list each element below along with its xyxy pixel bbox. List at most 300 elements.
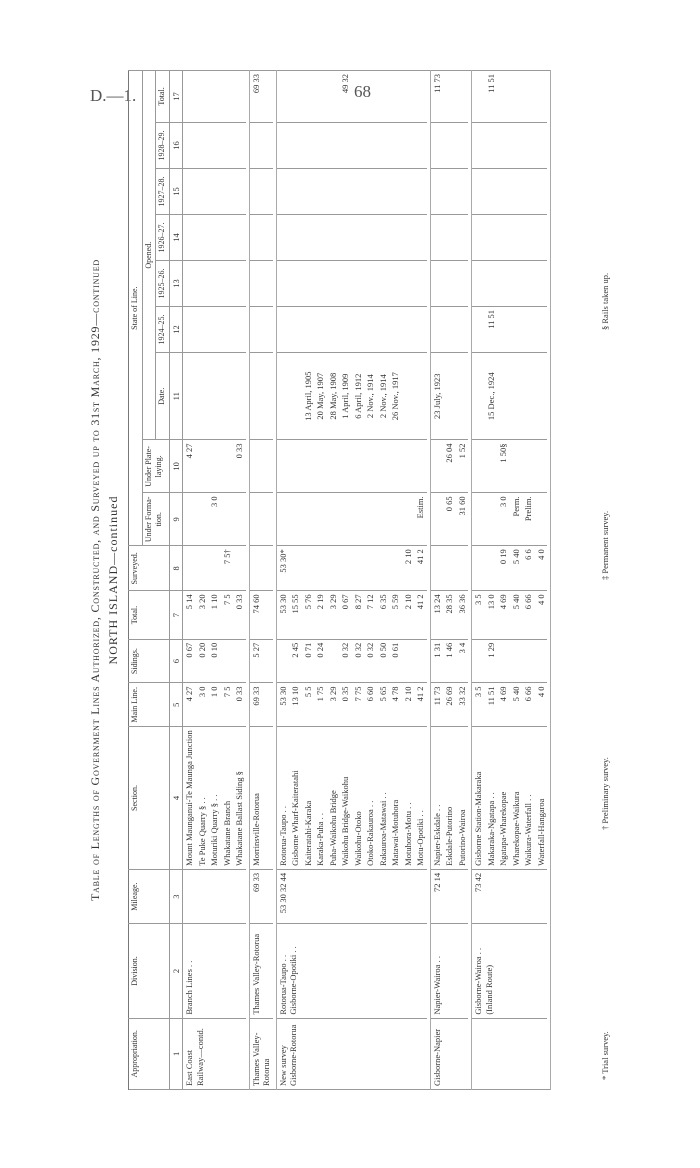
- plate-cell: 0 33: [233, 440, 246, 493]
- tot-cell: [196, 71, 209, 123]
- y28-cell: [472, 122, 485, 168]
- division-cell: Napier-Wairoa . .: [430, 924, 468, 1018]
- section-cell: Rakauroa-Matawai . .: [377, 727, 390, 870]
- tot-cell: [522, 71, 535, 123]
- y27-cell: [430, 168, 443, 214]
- sidings-cell: 0 71: [302, 639, 315, 683]
- y24-cell: [352, 306, 365, 352]
- total-cell: 1 10: [208, 591, 221, 639]
- form-cell: [221, 493, 234, 546]
- y28-cell: [414, 122, 427, 168]
- y25-cell: [497, 260, 510, 306]
- surveyed-cell: [472, 546, 485, 591]
- form-cell: [389, 493, 402, 546]
- main-cell: 4 69: [497, 683, 510, 727]
- main-cell: 11 73: [430, 683, 443, 727]
- form-cell: [233, 493, 246, 546]
- y28-cell: [314, 122, 327, 168]
- surveyed-cell: [377, 546, 390, 591]
- tot-cell: [456, 71, 469, 123]
- y25-cell: [535, 260, 548, 306]
- total-cell: 8 27: [352, 591, 365, 639]
- section-cell: Wharekopae-Waikura: [510, 727, 523, 870]
- form-cell: [402, 493, 415, 546]
- date-cell: 20 May, 1907: [314, 353, 327, 440]
- sidings-cell: [233, 639, 246, 683]
- date-cell: [456, 353, 469, 440]
- col-1926: 1926–27.: [156, 214, 170, 260]
- total-cell: 6 35: [377, 591, 390, 639]
- y25-cell: [249, 260, 273, 306]
- tot-cell: [314, 71, 327, 123]
- y26-cell: [289, 214, 302, 260]
- tot-cell: 11 73: [430, 71, 443, 123]
- tot-cell: [443, 71, 456, 123]
- y28-cell: [535, 122, 548, 168]
- lines-table: [128, 70, 551, 1090]
- plate-cell: [430, 440, 443, 493]
- date-cell: [510, 353, 523, 440]
- table-body: [183, 71, 551, 1090]
- form-cell: 3 0: [208, 493, 221, 546]
- tot-cell: [389, 71, 402, 123]
- mileage-cell: 72 14: [430, 869, 468, 924]
- column-number: 16: [169, 122, 183, 168]
- sidings-cell: [221, 639, 234, 683]
- sidings-cell: 0 61: [389, 639, 402, 683]
- date-cell: [535, 353, 548, 440]
- y28-cell: [276, 122, 289, 168]
- y28-cell: [249, 122, 273, 168]
- y25-cell: [196, 260, 209, 306]
- main-cell: 13 10: [289, 683, 302, 727]
- section-cell: Ngatapa-Wharekopae: [497, 727, 510, 870]
- y26-cell: [402, 214, 415, 260]
- column-number: 7: [169, 591, 183, 639]
- sidings-cell: [522, 639, 535, 683]
- separator-cell: [547, 71, 551, 1090]
- total-cell: 6 66: [522, 591, 535, 639]
- y26-cell: [208, 214, 221, 260]
- col-opened: Opened.: [142, 71, 156, 440]
- division-cell: Thames Valley-Rotorua: [249, 924, 273, 1018]
- plate-cell: [402, 440, 415, 493]
- section-cell: Matawai-Motuhora: [389, 727, 402, 870]
- column-number: 3: [169, 869, 183, 924]
- footnote-rails: § Rails taken up.: [600, 272, 610, 330]
- appropriation-cell: East Coast Railway—contd.: [183, 1018, 246, 1089]
- sidings-cell: 2 45: [289, 639, 302, 683]
- form-cell: [249, 493, 273, 546]
- section-cell: Mount Maunganui-Te Maunga Junction: [183, 727, 196, 870]
- y27-cell: [221, 168, 234, 214]
- y27-cell: [249, 168, 273, 214]
- form-cell: [289, 493, 302, 546]
- y26-cell: [221, 214, 234, 260]
- y28-cell: [402, 122, 415, 168]
- y27-cell: [522, 168, 535, 214]
- y26-cell: [456, 214, 469, 260]
- surveyed-cell: [196, 546, 209, 591]
- division-cell: Gisborne-Wairoa . . (Inland Route): [472, 924, 548, 1018]
- y28-cell: [196, 122, 209, 168]
- sidings-cell: 0 24: [314, 639, 327, 683]
- y24-cell: [522, 306, 535, 352]
- form-cell: [302, 493, 315, 546]
- column-number: 10: [169, 440, 183, 493]
- surveyed-cell: [339, 546, 352, 591]
- section-cell: Puha-Waikohu Bridge: [327, 727, 340, 870]
- col-under-plate-laying: Under Plate-laying.: [142, 440, 169, 493]
- sidings-cell: [327, 639, 340, 683]
- main-cell: 6 60: [364, 683, 377, 727]
- y27-cell: [485, 168, 498, 214]
- y26-cell: [339, 214, 352, 260]
- form-cell: [364, 493, 377, 546]
- date-cell: [196, 353, 209, 440]
- form-cell: [377, 493, 390, 546]
- mileage-cell: 69 33: [249, 869, 273, 924]
- surveyed-cell: [485, 546, 498, 591]
- section-cell: Waikura-Waterfall . .: [522, 727, 535, 870]
- total-cell: 13 0: [485, 591, 498, 639]
- date-cell: [249, 353, 273, 440]
- col-division: Division.: [129, 924, 170, 1018]
- col-under-formation: Under Forma-tion.: [142, 493, 169, 546]
- tot-cell: [402, 71, 415, 123]
- plate-cell: [339, 440, 352, 493]
- y24-cell: [196, 306, 209, 352]
- plate-cell: [535, 440, 548, 493]
- tot-cell: [221, 71, 234, 123]
- section-cell: Makaraka-Ngatapa . .: [485, 727, 498, 870]
- y26-cell: [364, 214, 377, 260]
- y28-cell: [510, 122, 523, 168]
- section-cell: Gisborne Station-Makaraka: [472, 727, 485, 870]
- tot-cell: [414, 71, 427, 123]
- y24-cell: [414, 306, 427, 352]
- tot-cell: [535, 71, 548, 123]
- column-number: 11: [169, 353, 183, 440]
- section-cell: Motu-Opotiki . .: [414, 727, 427, 870]
- form-cell: [314, 493, 327, 546]
- total-cell: 15 55: [289, 591, 302, 639]
- report-code: D.—1.: [90, 86, 137, 105]
- y24-cell: [497, 306, 510, 352]
- total-cell: 3 5: [472, 591, 485, 639]
- form-cell: [183, 493, 196, 546]
- y24-cell: [364, 306, 377, 352]
- y24-cell: [402, 306, 415, 352]
- surveyed-cell: [389, 546, 402, 591]
- table-subtitle: NORTH ISLAND—continued: [106, 495, 120, 665]
- col-total: Total.: [129, 591, 170, 639]
- y26-cell: [377, 214, 390, 260]
- tot-cell: [377, 71, 390, 123]
- date-cell: 26 Nov., 1917: [389, 353, 402, 440]
- sidings-cell: 5 27: [249, 639, 273, 683]
- y26-cell: [276, 214, 289, 260]
- sidings-cell: 0 50: [377, 639, 390, 683]
- column-number: 8: [169, 546, 183, 591]
- form-cell: Estim.: [414, 493, 427, 546]
- plate-cell: 1 52: [456, 440, 469, 493]
- col-section: Section.: [129, 727, 170, 870]
- section-cell: Whakatane Ballast Siding §: [233, 727, 246, 870]
- main-cell: 11 51: [485, 683, 498, 727]
- y28-cell: [221, 122, 234, 168]
- plate-cell: [485, 440, 498, 493]
- y25-cell: [389, 260, 402, 306]
- y27-cell: [314, 168, 327, 214]
- section-cell: Waterfall-Hangaroa: [535, 727, 548, 870]
- total-cell: 5 14: [183, 591, 196, 639]
- main-cell: 4 78: [389, 683, 402, 727]
- y27-cell: [233, 168, 246, 214]
- form-cell: [535, 493, 548, 546]
- y24-cell: [208, 306, 221, 352]
- y28-cell: [522, 122, 535, 168]
- section-cell: Waikohu-Otoko: [352, 727, 365, 870]
- y25-cell: [314, 260, 327, 306]
- y24-cell: [183, 306, 196, 352]
- sidings-cell: 0 10: [208, 639, 221, 683]
- rotated-table-page: [88, 70, 648, 1090]
- date-cell: [233, 353, 246, 440]
- date-cell: 2 Nov., 1914: [364, 353, 377, 440]
- form-cell: [339, 493, 352, 546]
- main-cell: 2 10: [402, 683, 415, 727]
- tot-cell: 49 32: [339, 71, 352, 123]
- total-cell: 5 76: [302, 591, 315, 639]
- main-cell: 1 0: [208, 683, 221, 727]
- y24-cell: [443, 306, 456, 352]
- y27-cell: [364, 168, 377, 214]
- tot-cell: [289, 71, 302, 123]
- date-cell: [208, 353, 221, 440]
- y28-cell: [364, 122, 377, 168]
- section-cell: Te Puke Quarry § . .: [196, 727, 209, 870]
- main-cell: 5 40: [510, 683, 523, 727]
- plate-cell: [276, 440, 289, 493]
- y26-cell: [183, 214, 196, 260]
- column-number: 1: [169, 1018, 183, 1089]
- y25-cell: [414, 260, 427, 306]
- y27-cell: [352, 168, 365, 214]
- y26-cell: [535, 214, 548, 260]
- form-cell: [352, 493, 365, 546]
- y26-cell: [327, 214, 340, 260]
- main-cell: 7 75: [352, 683, 365, 727]
- surveyed-cell: [183, 546, 196, 591]
- sidings-cell: [276, 639, 289, 683]
- date-cell: [443, 353, 456, 440]
- total-cell: 5 59: [389, 591, 402, 639]
- y25-cell: [233, 260, 246, 306]
- form-cell: [485, 493, 498, 546]
- total-cell: 4 0: [535, 591, 548, 639]
- sidings-cell: [472, 639, 485, 683]
- y26-cell: [249, 214, 273, 260]
- y24-cell: [221, 306, 234, 352]
- total-cell: 13 24: [430, 591, 443, 639]
- date-cell: [221, 353, 234, 440]
- y28-cell: [430, 122, 443, 168]
- y24-cell: [249, 306, 273, 352]
- sidings-cell: 0 32: [339, 639, 352, 683]
- tot-cell: [302, 71, 315, 123]
- table-row: [183, 71, 196, 1090]
- y28-cell: [327, 122, 340, 168]
- column-number: 9: [169, 493, 183, 546]
- y25-cell: [443, 260, 456, 306]
- division-cell: Branch Lines . .: [183, 924, 246, 1018]
- form-cell: [276, 493, 289, 546]
- y27-cell: [510, 168, 523, 214]
- surveyed-cell: [249, 546, 273, 591]
- form-cell: 3 0: [497, 493, 510, 546]
- main-cell: 26 69: [443, 683, 456, 727]
- footnote-trial: * Trial survey.: [600, 1031, 610, 1080]
- y27-cell: [472, 168, 485, 214]
- date-cell: 23 July, 1923: [430, 353, 443, 440]
- col-sidings: Sidings.: [129, 639, 170, 683]
- y26-cell: [389, 214, 402, 260]
- y26-cell: [196, 214, 209, 260]
- total-cell: 0 33: [233, 591, 246, 639]
- tot-cell: [352, 71, 365, 123]
- y28-cell: [183, 122, 196, 168]
- y24-cell: [289, 306, 302, 352]
- column-number: 2: [169, 924, 183, 1018]
- plate-cell: [472, 440, 485, 493]
- column-number: 17: [169, 71, 183, 123]
- y26-cell: [472, 214, 485, 260]
- y25-cell: [485, 260, 498, 306]
- y25-cell: [289, 260, 302, 306]
- sidings-cell: 0 32: [364, 639, 377, 683]
- date-cell: 28 May, 1908: [327, 353, 340, 440]
- table-row: [276, 71, 289, 1090]
- total-cell: 7 5: [221, 591, 234, 639]
- main-cell: 6 66: [522, 683, 535, 727]
- date-cell: [472, 353, 485, 440]
- tot-cell: [327, 71, 340, 123]
- y25-cell: [302, 260, 315, 306]
- y24-cell: [233, 306, 246, 352]
- table-row: [249, 71, 273, 1090]
- total-cell: 3 29: [327, 591, 340, 639]
- column-number: 14: [169, 214, 183, 260]
- y25-cell: [339, 260, 352, 306]
- col-date: Date.: [156, 353, 170, 440]
- section-cell: Napier-Eskdale . .: [430, 727, 443, 870]
- y25-cell: [364, 260, 377, 306]
- col-mileage: Mileage.: [129, 869, 170, 924]
- y24-cell: [456, 306, 469, 352]
- total-cell: 74 60: [249, 591, 273, 639]
- main-cell: 33 32: [456, 683, 469, 727]
- total-cell: 53 30: [276, 591, 289, 639]
- mileage-cell: 53 30 32 44: [276, 869, 427, 924]
- y25-cell: [352, 260, 365, 306]
- y26-cell: [430, 214, 443, 260]
- y24-cell: 11 51: [485, 306, 498, 352]
- date-cell: [414, 353, 427, 440]
- column-number: 15: [169, 168, 183, 214]
- surveyed-cell: [208, 546, 221, 591]
- plate-cell: [289, 440, 302, 493]
- total-cell: 4 69: [497, 591, 510, 639]
- y27-cell: [443, 168, 456, 214]
- y28-cell: [302, 122, 315, 168]
- y24-cell: [430, 306, 443, 352]
- date-cell: 1 April, 1909: [339, 353, 352, 440]
- tot-cell: [208, 71, 221, 123]
- main-cell: 4 0: [535, 683, 548, 727]
- column-number: 12: [169, 306, 183, 352]
- mileage-cell: [183, 869, 246, 924]
- tot-cell: [183, 71, 196, 123]
- main-cell: 3 0: [196, 683, 209, 727]
- col-surveyed: Surveyed.: [129, 546, 170, 591]
- section-cell: Waikohu Bridge-Waikohu: [339, 727, 352, 870]
- y27-cell: [208, 168, 221, 214]
- y24-cell: [535, 306, 548, 352]
- appropriation-cell: Thames Valley-Rotorua: [249, 1018, 273, 1089]
- y24-cell: [327, 306, 340, 352]
- appropriation-cell: New survey Gisborne-Rotorua: [276, 1018, 427, 1089]
- y24-cell: [339, 306, 352, 352]
- section-cell: Otoko-Rakauroa . .: [364, 727, 377, 870]
- y27-cell: [289, 168, 302, 214]
- surveyed-cell: [352, 546, 365, 591]
- tot-cell: [233, 71, 246, 123]
- y27-cell: [276, 168, 289, 214]
- column-number: 5: [169, 683, 183, 727]
- surveyed-cell: [456, 546, 469, 591]
- section-cell: Morrinsville-Rotorua: [249, 727, 273, 870]
- surveyed-cell: [314, 546, 327, 591]
- section-cell: Whakatane Branch: [221, 727, 234, 870]
- y28-cell: [456, 122, 469, 168]
- y26-cell: [510, 214, 523, 260]
- surveyed-cell: [327, 546, 340, 591]
- tot-cell: [497, 71, 510, 123]
- page-number: 68: [354, 82, 371, 101]
- main-cell: 7 5: [221, 683, 234, 727]
- col-1927: 1927–28.: [156, 168, 170, 214]
- y24-cell: [510, 306, 523, 352]
- y24-cell: [302, 306, 315, 352]
- plate-cell: [414, 440, 427, 493]
- section-cell: Eskdale-Putorino: [443, 727, 456, 870]
- plate-cell: [377, 440, 390, 493]
- surveyed-cell: [443, 546, 456, 591]
- y27-cell: [535, 168, 548, 214]
- y27-cell: [497, 168, 510, 214]
- section-cell: Putorino-Wairoa: [456, 727, 469, 870]
- y28-cell: [208, 122, 221, 168]
- y27-cell: [414, 168, 427, 214]
- col-state-of-line: State of Line.: [129, 71, 143, 546]
- main-cell: 0 33: [233, 683, 246, 727]
- surveyed-cell: 2 10: [402, 546, 415, 591]
- main-cell: 41 2: [414, 683, 427, 727]
- date-cell: [522, 353, 535, 440]
- y24-cell: [389, 306, 402, 352]
- form-cell: Perm.: [510, 493, 523, 546]
